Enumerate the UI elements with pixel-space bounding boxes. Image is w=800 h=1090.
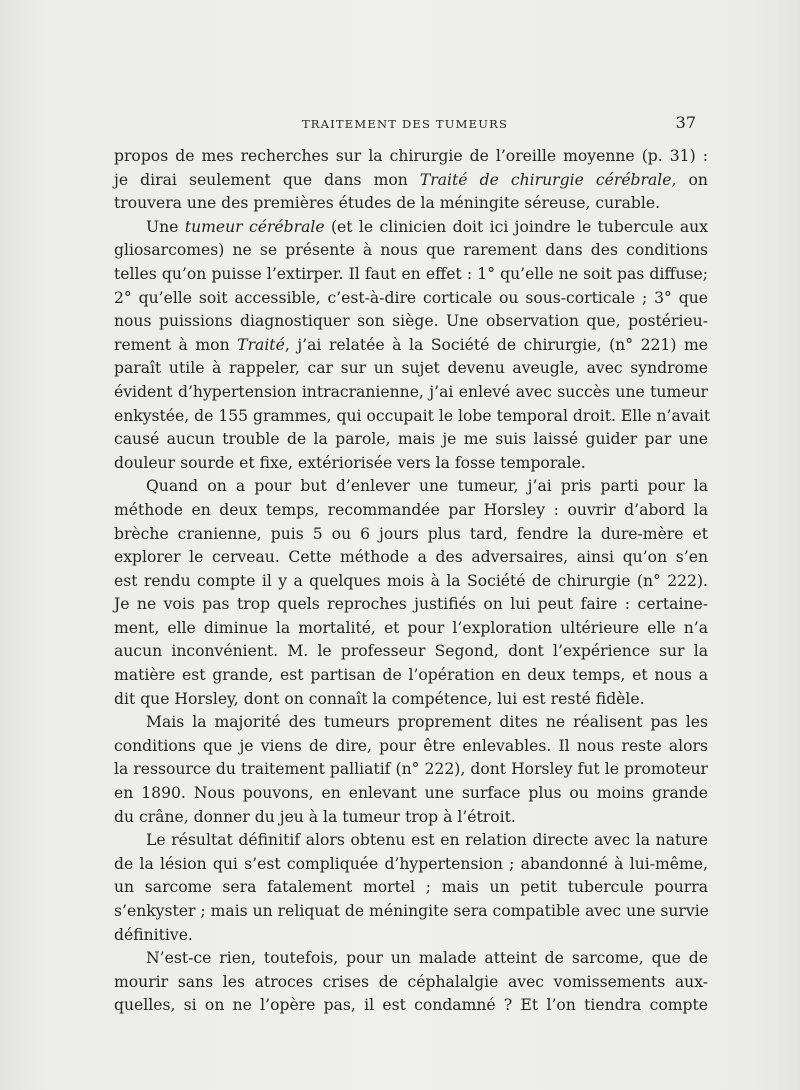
text-segment: Le résultat définitif alors obtenu est en relation directe avec la nature	[146, 831, 708, 850]
text-segment: telles qu’on puisse l’extirper. Il faut en effet : 1° qu’elle ne soit pas diffuse;	[114, 264, 708, 283]
text-line	[114, 876, 708, 900]
text-line	[114, 239, 708, 263]
italic-text: Traité de chirurgie cérébrale	[419, 170, 672, 189]
text-line	[114, 735, 708, 759]
text-line	[114, 287, 708, 311]
text-line	[114, 688, 708, 712]
text-line	[114, 782, 708, 806]
text-line	[114, 853, 708, 877]
text-line	[114, 806, 708, 830]
text-segment: , j’ai relatée à la Société de chirurgie, (n° 221) me	[284, 335, 708, 354]
text-segment: enkystée, de 155 grammes, qui occupait le lobe temporal droit. Elle n’avait	[114, 406, 711, 425]
text-segment: Mais la majorité des tumeurs proprement dites ne réalisent pas les	[146, 713, 708, 732]
text-segment: nous puissions diagnostiquer son siège. Une observation que, postérieu-	[114, 312, 708, 331]
text-segment: , on	[671, 170, 708, 189]
text-line	[114, 452, 708, 476]
text-segment: ment, elle diminue la mortalité, et pour l’exploration ultérieure elle n’a	[114, 618, 708, 637]
text-line	[114, 499, 708, 523]
text-line	[114, 145, 708, 169]
text-segment: est rendu compte il y a quelques mois à la Société de chirurgie (n° 222).	[114, 571, 708, 590]
text-segment: définitive.	[114, 925, 193, 944]
text-segment: méthode en deux temps, recommandée par Horsley : ouvrir d’abord la	[114, 500, 708, 519]
text-line	[114, 994, 708, 1018]
italic-text: tumeur cérébrale	[184, 217, 325, 236]
text-segment: 2° qu’elle soit accessible, c’est-à-dire corticale ou sous-corticale ; 3° que	[114, 288, 708, 307]
page-header	[114, 113, 696, 135]
running-head: TRAITEMENT DES TUMEURS	[301, 117, 509, 131]
text-segment: conditions que je viens de dire, pour être enlevables. Il nous reste alors	[114, 736, 708, 755]
text-segment: aucun inconvénient. M. le professeur Segond, dont l’expérience sur la	[114, 642, 708, 661]
body-text	[114, 145, 711, 1018]
text-line	[114, 428, 708, 452]
text-line	[114, 947, 708, 971]
text-segment: causé aucun trouble de la parole, mais je me suis laissé guider par une	[114, 430, 708, 449]
text-segment: je dirai seulement que dans mon	[114, 170, 420, 189]
text-segment: gliosarcomes) ne se présente à nous que rarement dans des conditions	[114, 241, 708, 260]
text-segment: un sarcome sera fatalement mortel ; mais un petit tubercule pourra	[114, 878, 708, 897]
text-line	[114, 546, 708, 570]
text-segment: matière est grande, est partisan de l’opération en deux temps, et nous a	[114, 666, 708, 685]
text-line	[114, 357, 708, 381]
text-line	[114, 617, 708, 641]
text-segment: en 1890. Nous pouvons, en enlevant une surface plus ou moins grande	[114, 784, 708, 803]
text-segment: Une	[146, 217, 185, 236]
text-line	[114, 971, 708, 995]
text-segment: paraît utile à rappeler, car sur un sujet devenu aveugle, avec syndrome	[114, 359, 708, 378]
text-line	[114, 169, 708, 193]
text-line	[114, 758, 708, 782]
text-segment: quelles, si on ne l’opère pas, il est condamné ? Et l’on tiendra compte	[114, 996, 708, 1015]
text-segment: propos de mes recherches sur la chirurgie de l’oreille moyenne (p. 31) :	[114, 147, 708, 165]
text-line	[114, 523, 708, 547]
text-line	[114, 900, 708, 924]
text-line	[114, 924, 708, 948]
page-number: 37	[675, 113, 696, 132]
text-segment: (et le clinicien doit ici joindre le tubercule aux	[324, 217, 709, 236]
text-segment: explorer le cerveau. Cette méthode a des adversaires, ainsi qu’on s’en	[114, 548, 708, 567]
text-segment: douleur sourde et fixe, extériorisée vers la fosse temporale.	[114, 453, 586, 472]
text-segment: la ressource du traitement palliatif (n° 222), dont Horsley fut le promoteur	[114, 760, 708, 779]
text-segment: brèche cranienne, puis 5 ou 6 jours plus tard, fendre la dure-mère et	[114, 524, 708, 543]
text-segment: s’enkyster ; mais un reliquat de méningite sera compatible avec une survie	[114, 902, 709, 920]
text-line	[114, 570, 708, 594]
text-line	[114, 263, 708, 287]
text-segment: de la lésion qui s’est compliquée d’hypertension ; abandonné à lui-même,	[114, 854, 708, 873]
text-segment: Je ne vois pas trop quels reproches justifiés on lui peut faire : certaine-	[114, 595, 708, 614]
text-line	[114, 829, 708, 853]
text-segment: mourir sans les atroces crises de céphalalgie avec vomissements aux-	[114, 972, 708, 991]
text-line	[114, 475, 708, 499]
text-line	[114, 405, 711, 429]
text-segment: rement à mon	[114, 335, 238, 354]
text-line	[114, 711, 708, 735]
text-segment: évident d’hypertension intracranienne, j’ai enlevé avec succès une tumeur	[114, 382, 708, 401]
text-line	[114, 664, 708, 688]
text-segment: N’est-ce rien, toutefois, pour un malade atteint de sarcome, que de	[146, 949, 708, 968]
text-line	[114, 593, 708, 617]
text-line	[114, 216, 708, 240]
text-line	[114, 310, 708, 334]
italic-text: Traité	[237, 335, 285, 354]
text-line	[114, 640, 708, 664]
text-segment: dit que Horsley, dont on connaît la compétence, lui est resté fidèle.	[114, 689, 645, 708]
text-line	[114, 192, 708, 216]
text-segment: Quand on a pour but d’enlever une tumeur, j’ai pris parti pour la	[146, 477, 708, 496]
text-segment: du crâne, donner du jeu à la tumeur trop à l’étroit.	[114, 807, 516, 826]
text-line	[114, 334, 708, 358]
text-segment: trouvera une des premières études de la méningite séreuse, curable.	[114, 194, 661, 213]
text-line	[114, 381, 708, 405]
